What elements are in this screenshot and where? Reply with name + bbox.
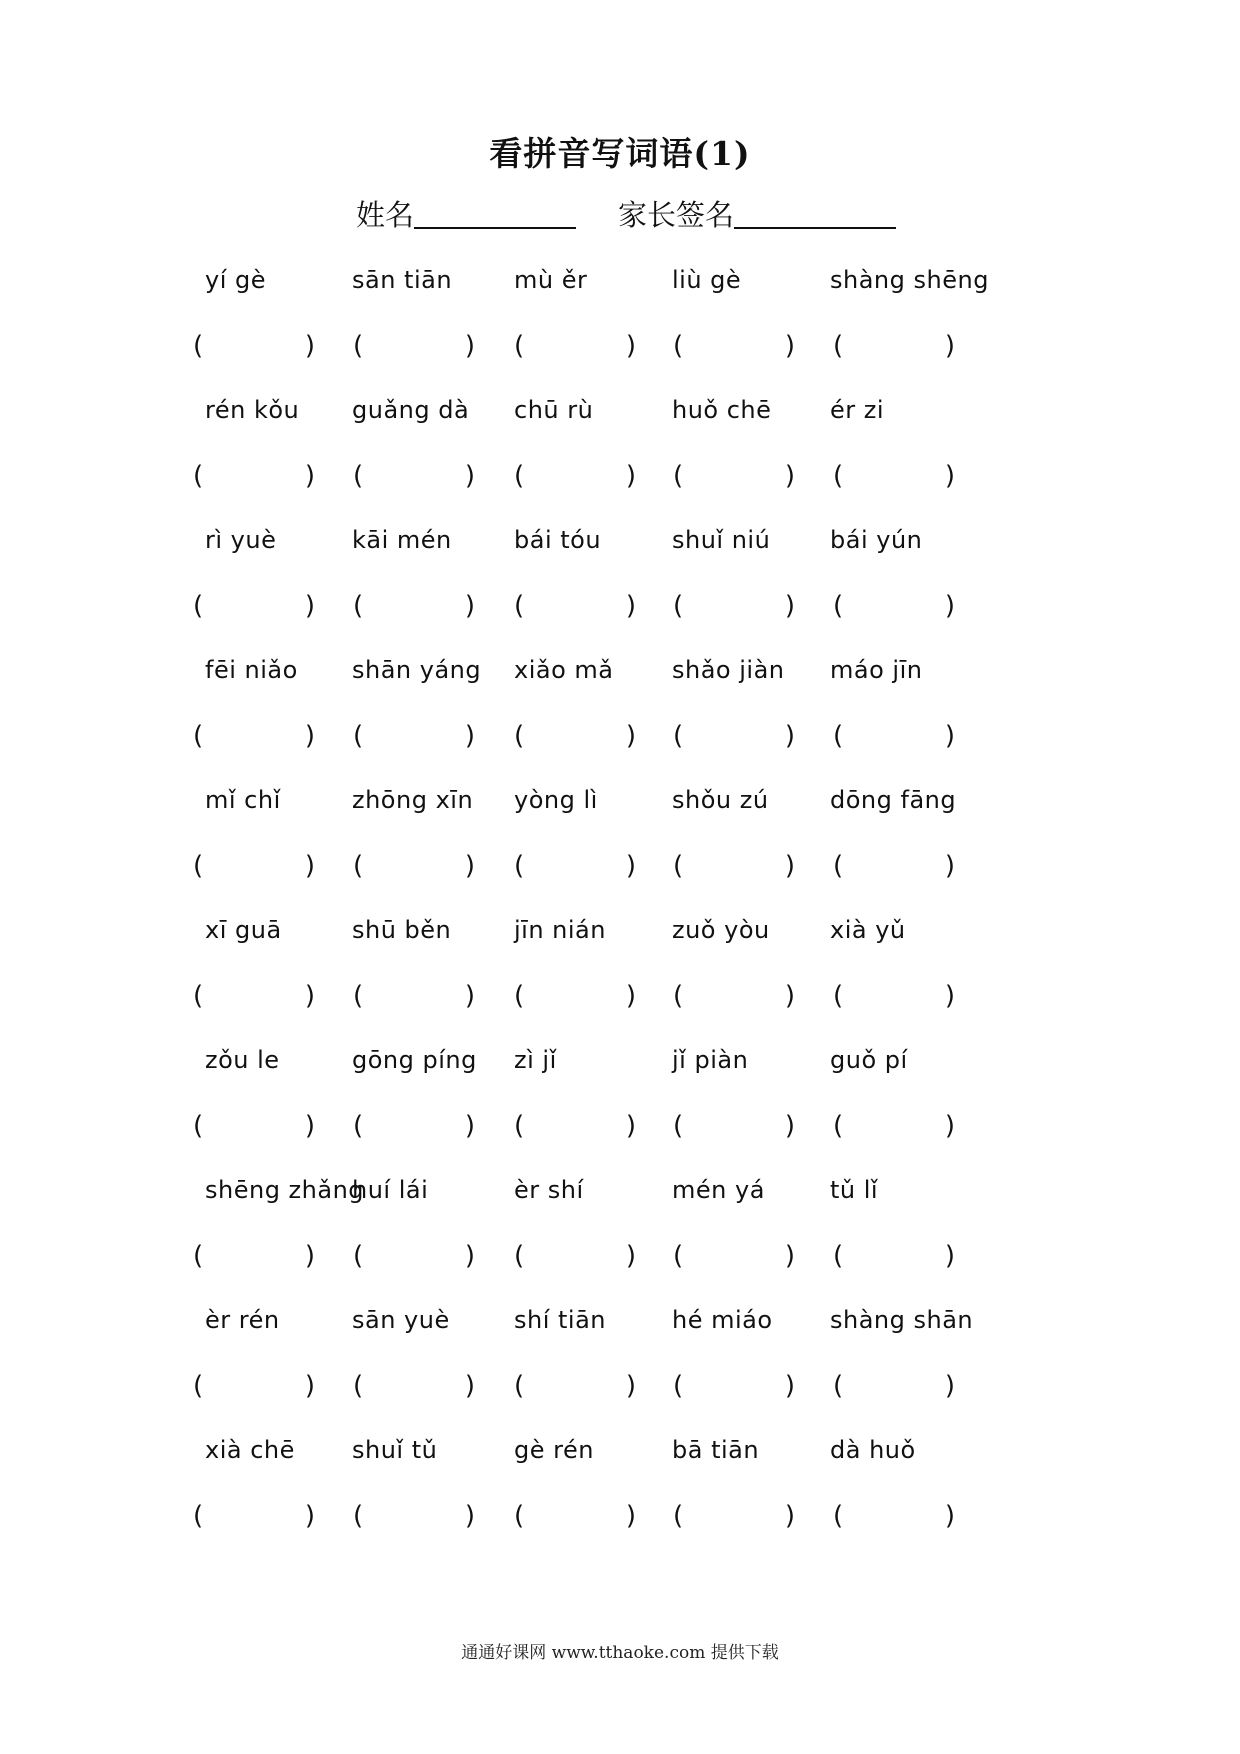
open-bracket: ( bbox=[673, 1371, 684, 1401]
answer-blank[interactable] bbox=[514, 848, 636, 884]
answer-blank[interactable] bbox=[673, 458, 795, 494]
answer-blank[interactable] bbox=[833, 588, 955, 624]
answer-blank[interactable] bbox=[353, 458, 475, 494]
open-bracket: ( bbox=[353, 1501, 364, 1531]
close-bracket: ) bbox=[304, 1111, 315, 1141]
pinyin-word: èr shí bbox=[514, 1176, 584, 1204]
answer-blank[interactable] bbox=[193, 328, 315, 364]
open-bracket: ( bbox=[673, 1241, 684, 1271]
answer-blank[interactable] bbox=[673, 1498, 795, 1534]
answer-blank[interactable] bbox=[353, 848, 475, 884]
pinyin-word: shān yáng bbox=[352, 656, 482, 684]
answer-row bbox=[0, 328, 1240, 368]
pinyin-word: èr rén bbox=[205, 1306, 280, 1334]
open-bracket: ( bbox=[514, 331, 525, 361]
answer-blank[interactable] bbox=[514, 718, 636, 754]
open-bracket: ( bbox=[833, 981, 844, 1011]
close-bracket: ) bbox=[625, 1501, 636, 1531]
close-bracket: ) bbox=[944, 461, 955, 491]
open-bracket: ( bbox=[353, 591, 364, 621]
name-blank[interactable] bbox=[414, 195, 576, 229]
open-bracket: ( bbox=[673, 591, 684, 621]
pinyin-row bbox=[0, 392, 1240, 432]
open-bracket: ( bbox=[514, 981, 525, 1011]
answer-blank[interactable] bbox=[353, 588, 475, 624]
answer-blank[interactable] bbox=[833, 1238, 955, 1274]
pinyin-word: shí tiān bbox=[514, 1306, 607, 1334]
open-bracket: ( bbox=[833, 461, 844, 491]
open-bracket: ( bbox=[193, 851, 204, 881]
pinyin-word: rén kǒu bbox=[205, 396, 300, 424]
close-bracket: ) bbox=[464, 981, 475, 1011]
answer-blank[interactable] bbox=[193, 848, 315, 884]
answer-row bbox=[0, 1368, 1240, 1408]
answer-blank[interactable] bbox=[353, 718, 475, 754]
answer-blank[interactable] bbox=[193, 718, 315, 754]
pinyin-word: tǔ lǐ bbox=[830, 1176, 879, 1204]
pinyin-word: jǐ piàn bbox=[672, 1046, 749, 1074]
pinyin-word: zì jǐ bbox=[514, 1046, 557, 1074]
answer-blank[interactable] bbox=[193, 1108, 315, 1144]
pinyin-word: rì yuè bbox=[205, 526, 277, 554]
close-bracket: ) bbox=[784, 591, 795, 621]
pinyin-word: fēi niǎo bbox=[205, 656, 298, 684]
close-bracket: ) bbox=[784, 1501, 795, 1531]
answer-blank[interactable] bbox=[193, 978, 315, 1014]
pinyin-row bbox=[0, 262, 1240, 302]
pinyin-word: bái tóu bbox=[514, 526, 602, 554]
pinyin-word: bā tiān bbox=[672, 1436, 760, 1464]
close-bracket: ) bbox=[944, 591, 955, 621]
parent-signature-blank[interactable] bbox=[734, 195, 896, 229]
pinyin-word: hé miáo bbox=[672, 1306, 773, 1334]
answer-blank[interactable] bbox=[833, 1108, 955, 1144]
answer-blank[interactable] bbox=[193, 1368, 315, 1404]
answer-blank[interactable] bbox=[514, 978, 636, 1014]
close-bracket: ) bbox=[304, 1501, 315, 1531]
answer-blank[interactable] bbox=[353, 1238, 475, 1274]
close-bracket: ) bbox=[944, 1241, 955, 1271]
close-bracket: ) bbox=[304, 331, 315, 361]
open-bracket: ( bbox=[193, 981, 204, 1011]
close-bracket: ) bbox=[944, 331, 955, 361]
close-bracket: ) bbox=[625, 851, 636, 881]
open-bracket: ( bbox=[673, 461, 684, 491]
close-bracket: ) bbox=[784, 1241, 795, 1271]
parent-signature-label: 家长签名 bbox=[618, 198, 735, 232]
close-bracket: ) bbox=[304, 1241, 315, 1271]
close-bracket: ) bbox=[464, 591, 475, 621]
open-bracket: ( bbox=[514, 461, 525, 491]
answer-blank[interactable] bbox=[514, 328, 636, 364]
pinyin-row bbox=[0, 522, 1240, 562]
pinyin-row bbox=[0, 1432, 1240, 1472]
footer-credit: 通通好课网 www.tthaoke.com 提供下载 bbox=[461, 1643, 779, 1663]
pinyin-word: sān tiān bbox=[352, 266, 453, 294]
close-bracket: ) bbox=[464, 331, 475, 361]
close-bracket: ) bbox=[784, 1111, 795, 1141]
pinyin-row bbox=[0, 652, 1240, 692]
close-bracket: ) bbox=[625, 981, 636, 1011]
close-bracket: ) bbox=[304, 851, 315, 881]
pinyin-word: shuǐ niú bbox=[672, 526, 771, 554]
answer-blank[interactable] bbox=[833, 1498, 955, 1534]
pinyin-word: huí lái bbox=[352, 1176, 429, 1204]
pinyin-row bbox=[0, 912, 1240, 952]
pinyin-word: shǎo jiàn bbox=[672, 656, 785, 684]
open-bracket: ( bbox=[833, 591, 844, 621]
close-bracket: ) bbox=[944, 851, 955, 881]
answer-row bbox=[0, 848, 1240, 888]
close-bracket: ) bbox=[464, 721, 475, 751]
pinyin-word: mén yá bbox=[672, 1176, 765, 1204]
pinyin-word: zǒu le bbox=[205, 1046, 280, 1074]
pinyin-word: shàng shān bbox=[830, 1306, 974, 1334]
close-bracket: ) bbox=[944, 981, 955, 1011]
answer-row bbox=[0, 1238, 1240, 1278]
pinyin-word: gōng píng bbox=[352, 1046, 477, 1074]
pinyin-word: shēng zhǎng bbox=[205, 1176, 365, 1204]
answer-row bbox=[0, 588, 1240, 628]
close-bracket: ) bbox=[304, 591, 315, 621]
open-bracket: ( bbox=[193, 1371, 204, 1401]
pinyin-word: mù ěr bbox=[514, 266, 588, 294]
open-bracket: ( bbox=[353, 331, 364, 361]
pinyin-word: xiǎo mǎ bbox=[514, 656, 614, 684]
answer-row bbox=[0, 978, 1240, 1018]
open-bracket: ( bbox=[193, 1501, 204, 1531]
close-bracket: ) bbox=[944, 721, 955, 751]
pinyin-word: liù gè bbox=[672, 266, 742, 294]
answer-blank[interactable] bbox=[353, 328, 475, 364]
open-bracket: ( bbox=[353, 1111, 364, 1141]
pinyin-word: huǒ chē bbox=[672, 396, 772, 424]
open-bracket: ( bbox=[833, 851, 844, 881]
open-bracket: ( bbox=[514, 1241, 525, 1271]
answer-blank[interactable] bbox=[833, 848, 955, 884]
pinyin-word: shǒu zú bbox=[672, 786, 769, 814]
answer-blank[interactable] bbox=[673, 328, 795, 364]
answer-blank[interactable] bbox=[514, 1108, 636, 1144]
answer-blank[interactable] bbox=[514, 458, 636, 494]
pinyin-word: dōng fāng bbox=[830, 786, 957, 814]
open-bracket: ( bbox=[353, 1241, 364, 1271]
pinyin-word: sān yuè bbox=[352, 1306, 450, 1334]
pinyin-word: mǐ chǐ bbox=[205, 786, 281, 814]
pinyin-word: xià yǔ bbox=[830, 916, 906, 944]
answer-blank[interactable] bbox=[673, 1238, 795, 1274]
close-bracket: ) bbox=[464, 461, 475, 491]
close-bracket: ) bbox=[784, 851, 795, 881]
open-bracket: ( bbox=[833, 1371, 844, 1401]
close-bracket: ) bbox=[625, 1371, 636, 1401]
pinyin-row bbox=[0, 1042, 1240, 1082]
close-bracket: ) bbox=[464, 1241, 475, 1271]
close-bracket: ) bbox=[625, 461, 636, 491]
answer-blank[interactable] bbox=[673, 588, 795, 624]
answer-blank[interactable] bbox=[193, 458, 315, 494]
answer-blank[interactable] bbox=[833, 458, 955, 494]
answer-blank[interactable] bbox=[193, 1238, 315, 1274]
close-bracket: ) bbox=[304, 1371, 315, 1401]
pinyin-row bbox=[0, 1302, 1240, 1342]
open-bracket: ( bbox=[514, 1371, 525, 1401]
pinyin-word: zhōng xīn bbox=[352, 786, 474, 814]
answer-blank[interactable] bbox=[514, 1238, 636, 1274]
pinyin-word: gè rén bbox=[514, 1436, 594, 1464]
close-bracket: ) bbox=[304, 721, 315, 751]
answer-blank[interactable] bbox=[833, 328, 955, 364]
answer-blank[interactable] bbox=[673, 1108, 795, 1144]
answer-blank[interactable] bbox=[673, 978, 795, 1014]
close-bracket: ) bbox=[464, 1111, 475, 1141]
pinyin-row bbox=[0, 1172, 1240, 1212]
page-title: 看拼音写词语(1) bbox=[489, 134, 751, 173]
close-bracket: ) bbox=[304, 461, 315, 491]
close-bracket: ) bbox=[784, 331, 795, 361]
pinyin-word: shū běn bbox=[352, 916, 452, 944]
close-bracket: ) bbox=[625, 331, 636, 361]
open-bracket: ( bbox=[193, 1241, 204, 1271]
answer-blank[interactable] bbox=[833, 978, 955, 1014]
close-bracket: ) bbox=[464, 1501, 475, 1531]
answer-blank[interactable] bbox=[673, 718, 795, 754]
open-bracket: ( bbox=[514, 1111, 525, 1141]
pinyin-word: guǒ pí bbox=[830, 1046, 908, 1074]
close-bracket: ) bbox=[944, 1111, 955, 1141]
open-bracket: ( bbox=[673, 331, 684, 361]
close-bracket: ) bbox=[625, 1111, 636, 1141]
open-bracket: ( bbox=[673, 851, 684, 881]
pinyin-word: shuǐ tǔ bbox=[352, 1436, 438, 1464]
open-bracket: ( bbox=[833, 1241, 844, 1271]
pinyin-word: jīn nián bbox=[514, 916, 606, 944]
close-bracket: ) bbox=[784, 981, 795, 1011]
pinyin-word: xī guā bbox=[205, 916, 282, 944]
close-bracket: ) bbox=[944, 1371, 955, 1401]
close-bracket: ) bbox=[464, 851, 475, 881]
student-info bbox=[356, 195, 896, 235]
close-bracket: ) bbox=[784, 461, 795, 491]
pinyin-word: shàng shēng bbox=[830, 266, 989, 294]
open-bracket: ( bbox=[673, 1501, 684, 1531]
open-bracket: ( bbox=[833, 331, 844, 361]
open-bracket: ( bbox=[193, 461, 204, 491]
answer-blank[interactable] bbox=[514, 588, 636, 624]
open-bracket: ( bbox=[514, 721, 525, 751]
close-bracket: ) bbox=[625, 1241, 636, 1271]
open-bracket: ( bbox=[673, 721, 684, 751]
close-bracket: ) bbox=[784, 721, 795, 751]
pinyin-row bbox=[0, 782, 1240, 822]
pinyin-word: chū rù bbox=[514, 396, 594, 424]
open-bracket: ( bbox=[353, 461, 364, 491]
close-bracket: ) bbox=[304, 981, 315, 1011]
close-bracket: ) bbox=[625, 591, 636, 621]
pinyin-word: yí gè bbox=[205, 266, 266, 294]
pinyin-word: xià chē bbox=[205, 1436, 295, 1464]
open-bracket: ( bbox=[673, 981, 684, 1011]
open-bracket: ( bbox=[193, 1111, 204, 1141]
answer-blank[interactable] bbox=[193, 1498, 315, 1534]
answer-blank[interactable] bbox=[833, 1368, 955, 1404]
answer-row bbox=[0, 1108, 1240, 1148]
answer-row bbox=[0, 458, 1240, 498]
pinyin-word: dà huǒ bbox=[830, 1436, 916, 1464]
answer-blank[interactable] bbox=[353, 1108, 475, 1144]
open-bracket: ( bbox=[193, 721, 204, 751]
answer-blank[interactable] bbox=[193, 588, 315, 624]
open-bracket: ( bbox=[353, 1371, 364, 1401]
pinyin-word: ér zi bbox=[830, 396, 885, 424]
open-bracket: ( bbox=[353, 721, 364, 751]
answer-blank[interactable] bbox=[353, 1368, 475, 1404]
pinyin-word: bái yún bbox=[830, 526, 923, 554]
open-bracket: ( bbox=[353, 981, 364, 1011]
name-label: 姓名 bbox=[356, 198, 415, 232]
open-bracket: ( bbox=[514, 851, 525, 881]
open-bracket: ( bbox=[193, 331, 204, 361]
open-bracket: ( bbox=[514, 1501, 525, 1531]
pinyin-word: yòng lì bbox=[514, 786, 598, 814]
pinyin-word: guǎng dà bbox=[352, 396, 470, 424]
answer-blank[interactable] bbox=[673, 1368, 795, 1404]
close-bracket: ) bbox=[784, 1371, 795, 1401]
answer-row bbox=[0, 1498, 1240, 1538]
open-bracket: ( bbox=[833, 1111, 844, 1141]
pinyin-word: máo jīn bbox=[830, 656, 923, 684]
answer-blank[interactable] bbox=[514, 1498, 636, 1534]
open-bracket: ( bbox=[514, 591, 525, 621]
close-bracket: ) bbox=[625, 721, 636, 751]
answer-row bbox=[0, 718, 1240, 758]
open-bracket: ( bbox=[833, 1501, 844, 1531]
open-bracket: ( bbox=[193, 591, 204, 621]
answer-blank[interactable] bbox=[353, 1498, 475, 1534]
answer-blank[interactable] bbox=[353, 978, 475, 1014]
close-bracket: ) bbox=[464, 1371, 475, 1401]
open-bracket: ( bbox=[833, 721, 844, 751]
open-bracket: ( bbox=[673, 1111, 684, 1141]
open-bracket: ( bbox=[353, 851, 364, 881]
pinyin-word: zuǒ yòu bbox=[672, 916, 770, 944]
answer-blank[interactable] bbox=[833, 718, 955, 754]
close-bracket: ) bbox=[944, 1501, 955, 1531]
answer-blank[interactable] bbox=[514, 1368, 636, 1404]
pinyin-word: kāi mén bbox=[352, 526, 452, 554]
answer-blank[interactable] bbox=[673, 848, 795, 884]
